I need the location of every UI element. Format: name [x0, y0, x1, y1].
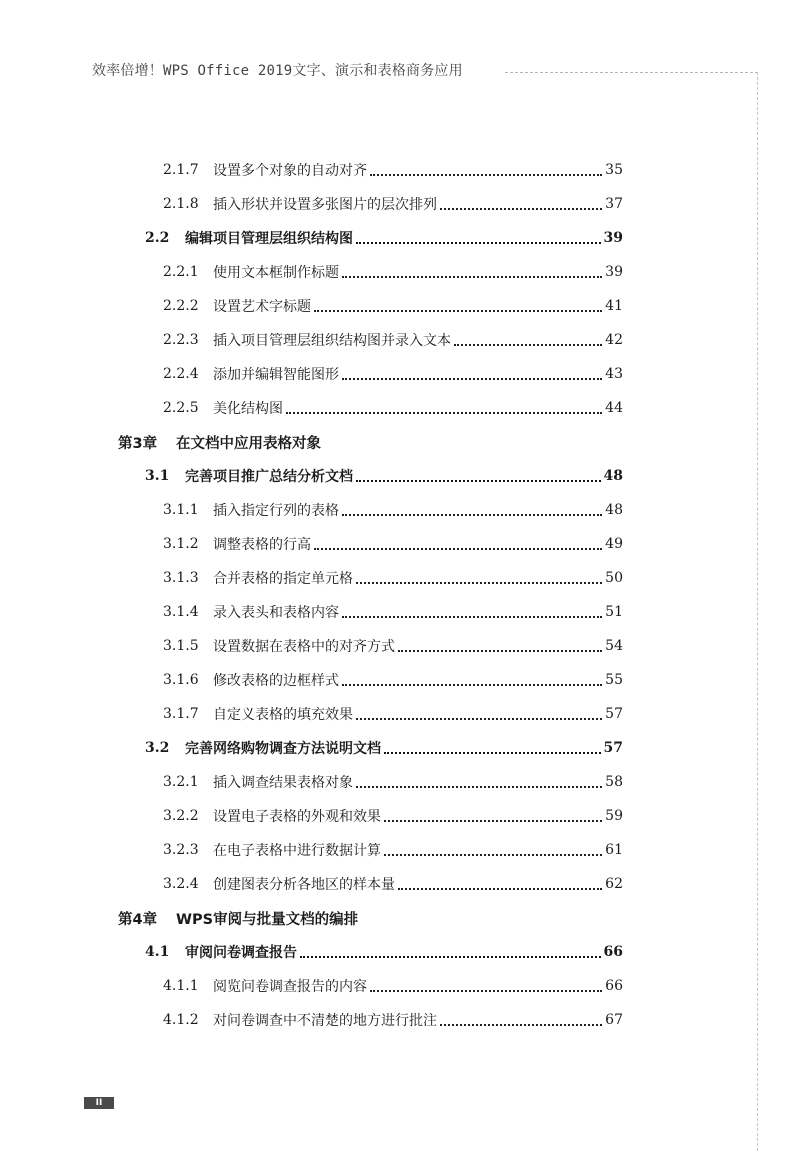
- toc-entry-title: 完善项目推广总结分析文档: [185, 469, 353, 485]
- page-number-tab: II: [84, 1097, 114, 1109]
- toc-entry-title: 审阅问卷调查报告: [185, 945, 297, 961]
- toc-page-number: 48: [605, 502, 623, 518]
- toc-entry-title: 设置电子表格的外观和效果: [213, 809, 381, 825]
- toc-page-number: 66: [605, 978, 623, 994]
- toc-subsection: [0, 561, 623, 595]
- toc-entry-number: 2.1.8: [163, 196, 199, 212]
- toc-entry-title: 插入项目管理层组织结构图并录入文本: [213, 333, 451, 349]
- toc-page-number: 67: [605, 1012, 623, 1028]
- toc-entry-title: 设置数据在表格中的对齐方式: [213, 639, 395, 655]
- toc-page-number: 37: [605, 196, 623, 212]
- dot-leader: [370, 990, 602, 992]
- toc-entry-number: 4.1.1: [163, 978, 199, 994]
- toc-page-number: 59: [605, 808, 623, 824]
- toc-chapter: [0, 901, 623, 935]
- dot-leader: [342, 378, 602, 380]
- toc-entry-number: 2.2.1: [163, 264, 199, 280]
- toc-entry-title: WPS审阅与批量文档的编排: [176, 911, 359, 928]
- dot-leader: [370, 174, 602, 176]
- toc-entry-title: 插入调查结果表格对象: [213, 775, 353, 791]
- toc-entry-number: 3.1.1: [163, 502, 199, 518]
- toc-subsection: [0, 595, 623, 629]
- toc-entry-title: 设置艺术字标题: [213, 299, 311, 315]
- toc-entry-number: 2.2: [145, 230, 170, 246]
- toc-section: [0, 221, 623, 255]
- toc-subsection: [0, 357, 623, 391]
- toc-entry-number: 3.1.5: [163, 638, 199, 654]
- toc-entry-number: 3.1: [145, 468, 170, 484]
- toc-subsection: [0, 697, 623, 731]
- dot-leader: [356, 242, 601, 244]
- toc-page-number: 48: [603, 468, 623, 484]
- toc-section: [0, 459, 623, 493]
- toc-subsection: [0, 323, 623, 357]
- toc-subsection: [0, 1003, 623, 1037]
- toc-entry-number: 3.1.3: [163, 570, 199, 586]
- toc-page-number: 57: [603, 740, 623, 756]
- dot-leader: [440, 208, 602, 210]
- toc-entry-title: 美化结构图: [213, 401, 283, 417]
- dot-leader: [454, 344, 602, 346]
- toc-entry-number: 3.2: [145, 740, 170, 756]
- toc-page-number: 57: [605, 706, 623, 722]
- dot-leader: [356, 786, 602, 788]
- toc-entry-title: 调整表格的行高: [213, 537, 311, 553]
- toc-page-number: 51: [605, 604, 623, 620]
- toc-subsection: [0, 833, 623, 867]
- toc-page-number: 39: [605, 264, 623, 280]
- toc-entry-title: 对问卷调查中不清楚的地方进行批注: [213, 1013, 437, 1029]
- toc-subsection: [0, 255, 623, 289]
- dot-leader: [384, 820, 602, 822]
- toc-entry-number: 2.2.2: [163, 298, 199, 314]
- dot-leader: [440, 1024, 602, 1026]
- toc-page-number: 44: [605, 400, 623, 416]
- toc-page-number: 39: [603, 230, 623, 246]
- toc-subsection: [0, 867, 623, 901]
- dot-leader: [342, 684, 602, 686]
- toc-page-number: 61: [605, 842, 623, 858]
- toc-section: [0, 731, 623, 765]
- dot-leader: [286, 412, 602, 414]
- toc-entry-number: 3.1.7: [163, 706, 199, 722]
- dot-leader: [342, 514, 602, 516]
- toc-entry-number: 3.1.2: [163, 536, 199, 552]
- table-of-contents: [0, 153, 800, 1037]
- dot-leader: [398, 888, 602, 890]
- toc-page-number: 58: [605, 774, 623, 790]
- toc-section: [0, 935, 623, 969]
- toc-entry-number: 第4章: [118, 911, 158, 928]
- toc-entry-title: 自定义表格的填充效果: [213, 707, 353, 723]
- toc-subsection: [0, 391, 623, 425]
- toc-subsection: [0, 969, 623, 1003]
- toc-page-number: 42: [605, 332, 623, 348]
- toc-entry-number: 2.2.4: [163, 366, 199, 382]
- toc-subsection: [0, 187, 623, 221]
- toc-entry-title: 完善网络购物调查方法说明文档: [185, 741, 381, 757]
- toc-entry-title: 设置多个对象的自动对齐: [213, 163, 367, 179]
- toc-entry-number: 3.2.1: [163, 774, 199, 790]
- header-divider: [505, 72, 758, 73]
- toc-page-number: 54: [605, 638, 623, 654]
- toc-subsection: [0, 289, 623, 323]
- toc-page-number: 55: [605, 672, 623, 688]
- toc-entry-title: 添加并编辑智能图形: [213, 367, 339, 383]
- toc-entry-number: 3.1.4: [163, 604, 199, 620]
- dot-leader: [314, 548, 602, 550]
- dot-leader: [300, 956, 601, 958]
- toc-entry-number: 2.1.7: [163, 162, 199, 178]
- toc-entry-title: 插入指定行列的表格: [213, 503, 339, 519]
- dot-leader: [356, 582, 602, 584]
- toc-page-number: 41: [605, 298, 623, 314]
- toc-page-number: 43: [605, 366, 623, 382]
- toc-page-number: 35: [605, 162, 623, 178]
- toc-entry-number: 3.2.4: [163, 876, 199, 892]
- toc-entry-title: 创建图表分析各地区的样本量: [213, 877, 395, 893]
- toc-entry-title: 合并表格的指定单元格: [213, 571, 353, 587]
- toc-entry-number: 3.2.2: [163, 808, 199, 824]
- toc-page-number: 49: [605, 536, 623, 552]
- dot-leader: [342, 616, 602, 618]
- toc-entry-title: 插入形状并设置多张图片的层次排列: [213, 197, 437, 213]
- toc-subsection: [0, 153, 623, 187]
- toc-entry-title: 编辑项目管理层组织结构图: [185, 231, 353, 247]
- toc-subsection: [0, 629, 623, 663]
- toc-entry-title: 在电子表格中进行数据计算: [213, 843, 381, 859]
- dot-leader: [384, 752, 601, 754]
- toc-entry-title: 录入表头和表格内容: [213, 605, 339, 621]
- toc-subsection: [0, 493, 623, 527]
- toc-entry-title: 在文档中应用表格对象: [176, 435, 321, 452]
- toc-subsection: [0, 799, 623, 833]
- toc-subsection: [0, 527, 623, 561]
- toc-entry-number: 第3章: [118, 435, 158, 452]
- toc-page-number: 62: [605, 876, 623, 892]
- dot-leader: [398, 650, 602, 652]
- toc-page-number: 66: [603, 944, 623, 960]
- dot-leader: [342, 276, 602, 278]
- dot-leader: [384, 854, 602, 856]
- toc-page-number: 50: [605, 570, 623, 586]
- toc-entry-number: 3.2.3: [163, 842, 199, 858]
- toc-subsection: [0, 663, 623, 697]
- toc-entry-title: 使用文本框制作标题: [213, 265, 339, 281]
- toc-entry-title: 修改表格的边框样式: [213, 673, 339, 689]
- running-header: 效率倍增！WPS Office 2019文字、演示和表格商务应用: [92, 63, 463, 79]
- dot-leader: [356, 718, 602, 720]
- toc-chapter: [0, 425, 623, 459]
- dot-leader: [314, 310, 602, 312]
- toc-subsection: [0, 765, 623, 799]
- toc-entry-title: 阅览问卷调查报告的内容: [213, 979, 367, 995]
- toc-entry-number: 3.1.6: [163, 672, 199, 688]
- toc-entry-number: 4.1: [145, 944, 170, 960]
- toc-entry-number: 4.1.2: [163, 1012, 199, 1028]
- dot-leader: [356, 480, 601, 482]
- toc-entry-number: 2.2.5: [163, 400, 199, 416]
- toc-entry-number: 2.2.3: [163, 332, 199, 348]
